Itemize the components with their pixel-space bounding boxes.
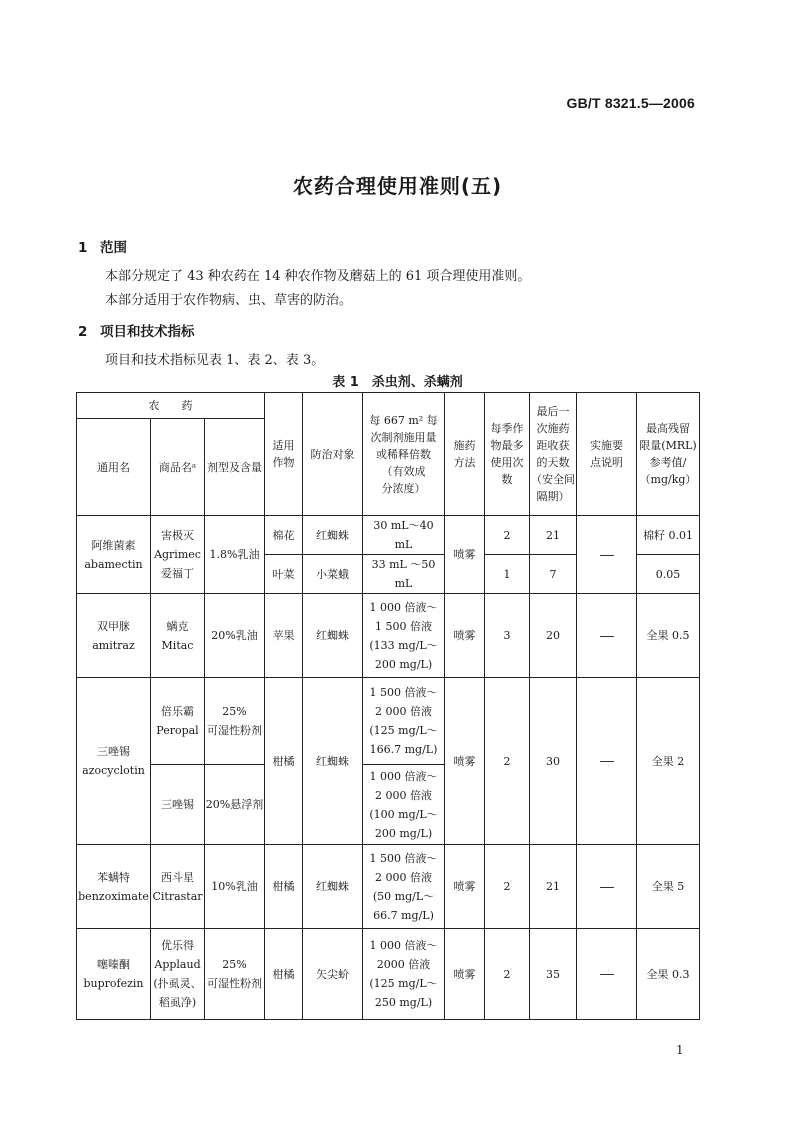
cell-crop: 柑橘: [265, 845, 303, 929]
cell-method: 喷雾: [445, 594, 485, 678]
dash-mark: [600, 555, 614, 556]
cell-common-name: 阿维菌素 abamectin: [77, 516, 151, 594]
cell-trade-name: 优乐得 Applaud (扑虱灵、 稻虱净): [151, 929, 205, 1020]
cell-max-times: 1: [485, 555, 530, 594]
cell-target: 矢尖蚧: [303, 929, 363, 1020]
cell-target: 红蜘蛛: [303, 516, 363, 555]
cell-method: 喷雾: [445, 516, 485, 594]
cell-interval: 21: [530, 516, 577, 555]
cell-trade-name: 害极灭 Agrimec 爱福丁: [151, 516, 205, 594]
dash-mark: [600, 887, 614, 888]
cell-mrl: 棉籽 0.01: [637, 516, 700, 555]
cell-target: 红蜘蛛: [303, 678, 363, 845]
pesticide-table: [76, 392, 700, 1020]
cell-interval: 20: [530, 594, 577, 678]
header-safety-interval: 最后一 次施药 距收获 的天数 （安全间 隔期）: [530, 393, 577, 516]
cell-common-name: 三唑锡 azocyclotin: [77, 678, 151, 845]
cell-notes: [577, 516, 637, 594]
cell-trade-name: 三唑锡: [151, 765, 205, 845]
cell-mrl: 全果 5: [637, 845, 700, 929]
cell-dosage: 1 500 倍液～ 2 000 倍液 (125 mg/L～ 166.7 mg/L): [363, 678, 445, 765]
cell-mrl: 全果 0.5: [637, 594, 700, 678]
cell-notes: [577, 594, 637, 678]
table-row: [77, 594, 700, 678]
cell-dosage: 1 000 倍液～ 2 000 倍液 (100 mg/L～ 200 mg/L): [363, 765, 445, 845]
cell-max-times: 2: [485, 516, 530, 555]
cell-interval: 21: [530, 845, 577, 929]
cell-common-name: 苯螨特 benzoximate: [77, 845, 151, 929]
cell-mrl: 全果 2: [637, 678, 700, 845]
cell-target: 红蜘蛛: [303, 845, 363, 929]
header-trade-name: 商品名ᵃ: [151, 419, 205, 516]
header-formulation: 剂型及含量: [205, 419, 265, 516]
cell-notes: [577, 929, 637, 1020]
table-caption: 表 1 杀虫剂、杀螨剂: [332, 375, 463, 390]
cell-formulation: 10%乳油: [205, 845, 265, 929]
cell-interval: 35: [530, 929, 577, 1020]
header-crop: 适用 作物: [265, 393, 303, 516]
table-row: [77, 516, 700, 555]
cell-crop: 叶菜: [265, 555, 303, 594]
document-title: 农药合理使用准则(五): [292, 174, 503, 198]
cell-crop: 棉花: [265, 516, 303, 555]
cell-mrl: 0.05: [637, 555, 700, 594]
cell-formulation: 25% 可湿性粉剂: [205, 929, 265, 1020]
cell-trade-name: 螨克 Mitac: [151, 594, 205, 678]
cell-formulation: 20%悬浮剂: [205, 765, 265, 845]
standard-code: GB/T 8321.5—2006: [566, 95, 695, 111]
cell-dosage: 1 000 倍液～ 2000 倍液 (125 mg/L～ 250 mg/L): [363, 929, 445, 1020]
header-max-times: 每季作 物最多 使用次 数: [485, 393, 530, 516]
cell-common-name: 双甲脒 amitraz: [77, 594, 151, 678]
cell-trade-name: 倍乐霸 Peropal: [151, 678, 205, 765]
cell-formulation: 1.8%乳油: [205, 516, 265, 594]
dash-mark: [600, 974, 614, 975]
section-2-paragraph-1: 项目和技术指标见表 1、表 2、表 3。: [105, 353, 325, 368]
section-2-title: 项目和技术指标: [100, 324, 195, 340]
header-method: 施药 方法: [445, 393, 485, 516]
table-row: [77, 678, 700, 765]
header-dosage: 每 667 m² 每 次制剂施用量 或稀释倍数 （有效成 分浓度）: [363, 393, 445, 516]
cell-trade-name: 西斗星 Citrastar: [151, 845, 205, 929]
cell-dosage: 1 000 倍液～ 1 500 倍液 (133 mg/L～ 200 mg/L): [363, 594, 445, 678]
cell-mrl: 全果 0.3: [637, 929, 700, 1020]
cell-dosage: 30 mL～40 mL: [363, 516, 445, 555]
cell-target: 红蜘蛛: [303, 594, 363, 678]
section-2-heading: [78, 320, 195, 340]
section-1-number: 1: [78, 240, 88, 256]
dash-mark: [600, 636, 614, 637]
header-notes: 实施要 点说明: [577, 393, 637, 516]
cell-common-name: 噻嗪酮 buprofezin: [77, 929, 151, 1020]
cell-formulation: 25% 可湿性粉剂: [205, 678, 265, 765]
cell-crop: 柑橘: [265, 678, 303, 845]
cell-crop: 柑橘: [265, 929, 303, 1020]
page-number: 1: [676, 1043, 684, 1057]
table-row: [77, 929, 700, 1020]
dash-mark: [600, 761, 614, 762]
cell-method: 喷雾: [445, 929, 485, 1020]
section-1-heading: [78, 236, 127, 256]
cell-dosage: 1 500 倍液～ 2 000 倍液 (50 mg/L～ 66.7 mg/L): [363, 845, 445, 929]
header-target: 防治对象: [303, 393, 363, 516]
cell-target: 小菜蛾: [303, 555, 363, 594]
table-row: [77, 845, 700, 929]
cell-crop: 苹果: [265, 594, 303, 678]
cell-formulation: 20%乳油: [205, 594, 265, 678]
header-common-name: 通用名: [77, 419, 151, 516]
section-1-paragraph-2: 本部分适用于农作物病、虫、草害的防治。: [105, 293, 353, 308]
cell-notes: [577, 845, 637, 929]
header-mrl: 最高残留 限量(MRL) 参考值/ （mg/kg）: [637, 393, 700, 516]
cell-dosage: 33 mL ～50 mL: [363, 555, 445, 594]
cell-method: 喷雾: [445, 678, 485, 845]
section-1-title: 范围: [100, 240, 127, 256]
cell-max-times: 2: [485, 845, 530, 929]
section-2-number: 2: [78, 324, 88, 340]
section-1-paragraph-1: 本部分规定了 43 种农药在 14 种农作物及蘑菇上的 61 项合理使用准则。: [105, 269, 531, 284]
cell-interval: 30: [530, 678, 577, 845]
cell-method: 喷雾: [445, 845, 485, 929]
cell-max-times: 3: [485, 594, 530, 678]
cell-max-times: 2: [485, 929, 530, 1020]
cell-max-times: 2: [485, 678, 530, 845]
cell-notes: [577, 678, 637, 845]
header-pesticide-group: 农 药: [77, 393, 265, 419]
cell-interval: 7: [530, 555, 577, 594]
